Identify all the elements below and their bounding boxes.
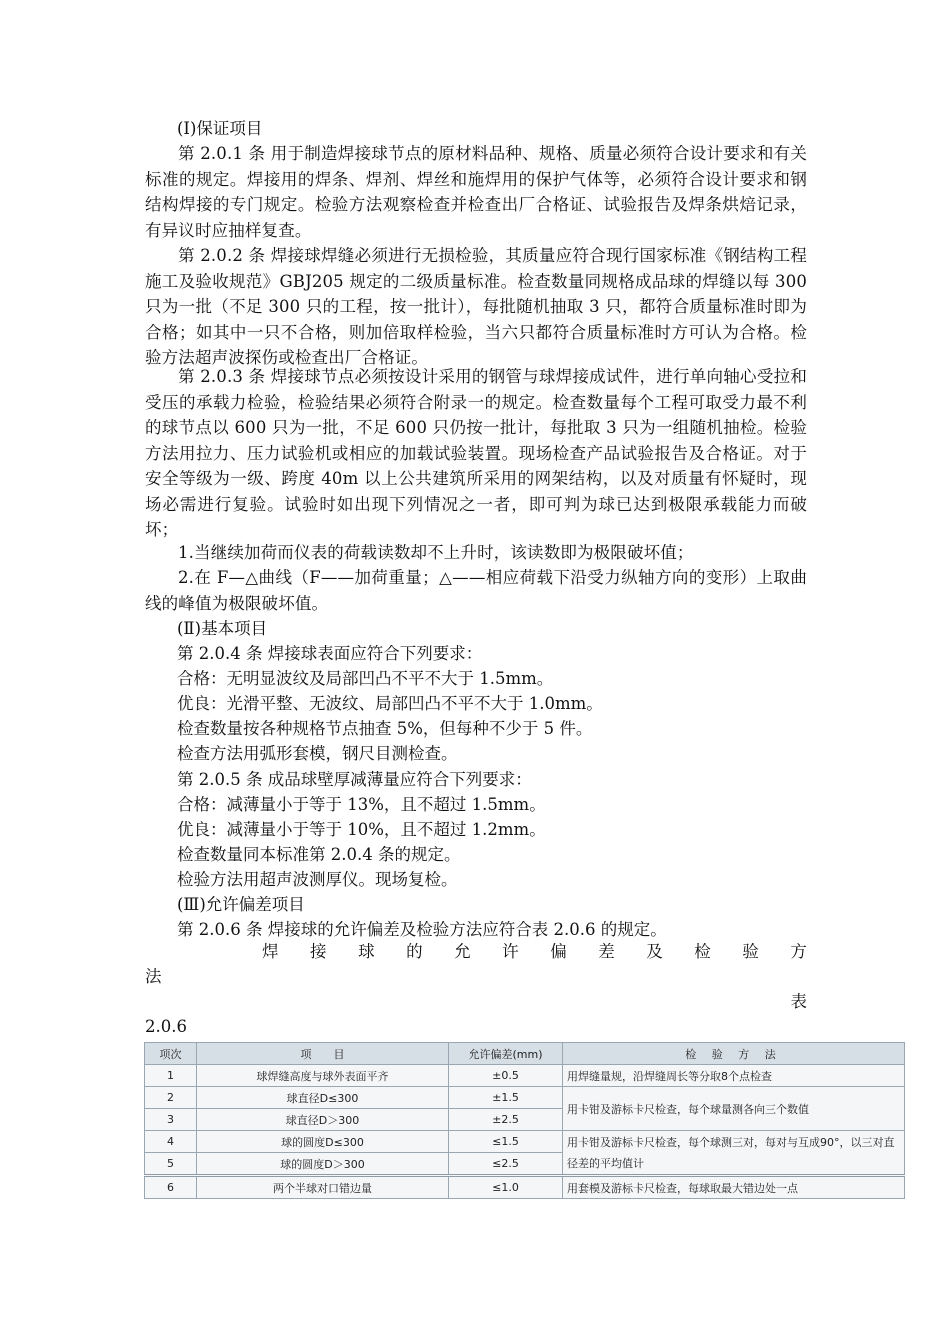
table-title-char: 允 bbox=[454, 942, 471, 961]
table-title-char: 检 bbox=[694, 942, 711, 961]
cell-tolerance: ±0.5 bbox=[449, 1065, 563, 1087]
table-title-char: 偏 bbox=[550, 942, 567, 961]
table-title-char: 的 bbox=[406, 942, 423, 961]
section-heading-guarantee: (Ⅰ)保证项目 bbox=[177, 119, 263, 138]
cell-item: 球的圆度D≤300 bbox=[197, 1131, 449, 1153]
cell-item: 球直径D≤300 bbox=[197, 1087, 449, 1109]
table-title-char: 许 bbox=[502, 942, 519, 961]
cell-item: 球直径D＞300 bbox=[197, 1109, 449, 1131]
clause-2-0-4-quantity: 检查数量按各种规格节点抽查 5%，但每种不少于 5 件。 bbox=[177, 719, 593, 738]
clause-2-0-5-method: 检验方法用超声波测厚仪。现场复检。 bbox=[177, 870, 458, 889]
cell-item: 球焊缝高度与球外表面平齐 bbox=[197, 1065, 449, 1087]
cell-tolerance: ≤1.0 bbox=[449, 1176, 563, 1199]
cell-no: 5 bbox=[145, 1153, 197, 1176]
cell-item: 两个半球对口错边量 bbox=[197, 1176, 449, 1199]
clause-2-0-4-good: 优良：光滑平整、无波纹、局部凹凸不平不大于 1.0mm。 bbox=[177, 694, 603, 713]
table-title-char: 及 bbox=[646, 942, 663, 961]
cell-no: 4 bbox=[145, 1131, 197, 1153]
table-title-char: 方 bbox=[790, 942, 807, 961]
table-title-char: 差 bbox=[598, 942, 615, 961]
clause-2-0-6: 第 2.0.6 条 焊接球的允许偏差及检验方法应符合表 2.0.6 的规定。 bbox=[177, 920, 667, 939]
table-row bbox=[145, 1087, 905, 1109]
clause-2-0-1: 第 2.0.1 条 用于制造焊接球节点的原材料品种、规格、质量必须符合设计要求和有关标准的规定。焊接用的焊条、焊剂、焊丝和施焊用的保护气体等，必须符合设计要求和钢结构焊接的专门规定。检验方法观察检查并检查出厂合格证、试验报告及焊条烘焙记录，有异议时应抽样复查。 bbox=[145, 144, 807, 240]
table-row bbox=[145, 1131, 905, 1153]
table-label-word: 表 bbox=[790, 992, 807, 1011]
clause-2-0-3: 第 2.0.3 条 焊接球节点必须按设计采用的钢管与球焊接成试件，进行单向轴心受拉和受压的承载力检验，检验结果必须符合附录一的规定。检查数量每个工程可取受力最不利的球节点以 600 只为一批，不足 600 只仍按一批计，每批取 3 只为一组随机抽检。检验方法用拉力、压力试验机或相应的加载试验装置。现场检查产品试验报告及合格证。对于安全等级为一级、跨度 40m 以上公共建筑所采用的网架结构，以及对质量有怀疑时，现场必需进行复验。试验时如出现下列情况之一者，即可判为球已达到极限承载能力而破坏； bbox=[145, 367, 807, 539]
clause-2-0-5-good: 优良：减薄量小于等于 10%，且不超过 1.2mm。 bbox=[177, 820, 546, 839]
cell-tolerance: ±2.5 bbox=[449, 1109, 563, 1131]
cell-no: 2 bbox=[145, 1087, 197, 1109]
cell-method: 用卡钳及游标卡尺检查，每个球量测各向三个数值 bbox=[563, 1087, 905, 1131]
table-title-char: 接 bbox=[310, 942, 327, 961]
clause-2-0-4-method: 检查方法用弧形套模，钢尺目测检查。 bbox=[177, 744, 458, 763]
cell-tolerance: ≤2.5 bbox=[449, 1153, 563, 1176]
cell-tolerance: ≤1.5 bbox=[449, 1131, 563, 1153]
cell-no: 6 bbox=[145, 1176, 197, 1199]
table-title-char: 球 bbox=[358, 942, 375, 961]
table-header-row bbox=[145, 1043, 905, 1065]
list-item-2: 2.在 F—△曲线（F——加荷重量；△——相应荷载下沿受力纵轴方向的变形）上取曲线的峰值为极限破坏值。 bbox=[145, 568, 807, 613]
cell-no: 1 bbox=[145, 1065, 197, 1087]
table-row bbox=[145, 1065, 905, 1087]
clause-2-0-5: 第 2.0.5 条 成品球壁厚减薄量应符合下列要求： bbox=[177, 770, 532, 789]
clause-2-0-4-pass: 合格：无明显波纹及局部凹凸不平不大于 1.5mm。 bbox=[177, 669, 554, 688]
cell-method: 用套模及游标卡尺检查，每球取最大错边处一点 bbox=[563, 1176, 905, 1199]
clause-2-0-5-quantity: 检查数量同本标准第 2.0.4 条的规定。 bbox=[177, 845, 461, 864]
clause-2-0-5-pass: 合格：减薄量小于等于 13%，且不超过 1.5mm。 bbox=[177, 795, 546, 814]
header-method: 检 验 方 法 bbox=[563, 1043, 905, 1065]
table-label-number: 2.0.6 bbox=[145, 1017, 187, 1036]
cell-item: 球的圆度D＞300 bbox=[197, 1153, 449, 1176]
tolerance-table bbox=[144, 1042, 905, 1199]
table-title-char: 焊 bbox=[262, 942, 279, 961]
cell-no: 3 bbox=[145, 1109, 197, 1131]
table-title bbox=[262, 939, 807, 965]
table-row bbox=[145, 1176, 905, 1199]
cell-method: 用焊缝量规，沿焊缝周长等分取8个点检查 bbox=[563, 1065, 905, 1087]
list-item-1: 1.当继续加荷而仪表的荷载读数却不上升时，该读数即为极限破坏值； bbox=[178, 543, 694, 562]
table-title-tail: 法 bbox=[145, 967, 162, 986]
cell-tolerance: ±1.5 bbox=[449, 1087, 563, 1109]
header-no: 项次 bbox=[145, 1043, 197, 1065]
table-title-char: 验 bbox=[742, 942, 759, 961]
section-heading-basic: (Ⅱ)基本项目 bbox=[177, 619, 268, 638]
clause-2-0-4: 第 2.0.4 条 焊接球表面应符合下列要求： bbox=[177, 644, 483, 663]
section-heading-tolerance: (Ⅲ)允许偏差项目 bbox=[177, 895, 305, 914]
header-item: 项 目 bbox=[197, 1043, 449, 1065]
clause-2-0-2: 第 2.0.2 条 焊接球焊缝必须进行无损检验，其质量应符合现行国家标准《钢结构工程施工及验收规范》GBJ205 规定的二级质量标准。检查数量同规格成品球的焊缝以每 300 只为一批（不足 300 只的工程，按一批计），每批随机抽取 3 只，都符合质量标准时即为合格；如其中一只不合格，则加倍取样检验，当六只都符合质量标准时方可认为合格。检验方法超声波探伤或检查出厂合格证。 bbox=[145, 246, 807, 367]
cell-method: 用卡钳及游标卡尺检查，每个球测三对，每对与互成90°，以三对直径差的平均值计 bbox=[563, 1131, 905, 1176]
header-tolerance: 允许偏差(mm) bbox=[449, 1043, 563, 1065]
